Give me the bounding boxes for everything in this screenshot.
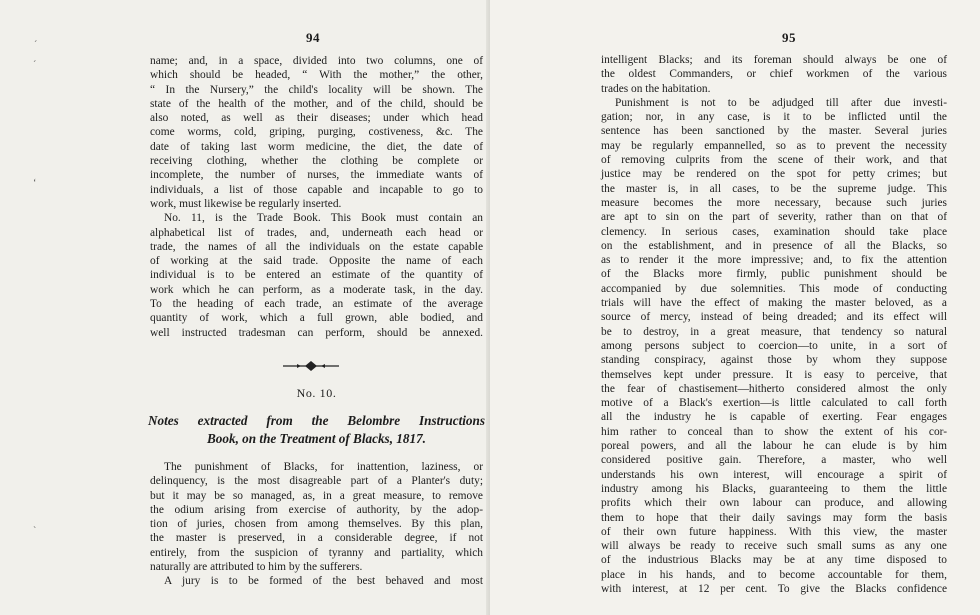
text-line: themselves kept under pressure. It is easy to perceive, that [601,368,947,381]
text-line: alphabetical list of trades, and, underneath each head or [150,226,483,239]
text-line: poreal powers, and all the labour he can elude is by him [601,440,947,453]
text-line: motive of a Black's exertion—is little calculated to call forth [601,397,947,410]
text-line: trade, the names of all the individuals on the estate capable [150,240,483,253]
text-line: individuals, a list of those capable and incapable to go to [150,183,483,196]
text-line: them to hope that their daily savings may form the basis [601,511,947,524]
text-line: of the Blacks more firmly, public punishment should be [601,268,947,281]
text-line: date of taking last worm medicine, the diet, the date of [150,140,483,153]
text-line: well instructed tradesman can perform, should be annexed. [150,326,483,339]
text-line: standing conspiracy, against those by whom they suppose [601,354,947,367]
text-line: place in his hands, and to become accountable for them, [601,568,947,581]
text-line: naturally are attributed to him by the sufferers. [150,561,363,574]
text-line: the fear of chastisement—hitherto considered almost the only [601,382,947,395]
text-line: To the heading of each trade, an estimate of the average [150,298,483,311]
text-line: The punishment of Blacks, for inattention, laziness, or [164,461,483,473]
left-bottom-paragraphs [150,460,483,589]
text-line: Punishment is not to be adjudged till after due investi- [615,96,947,109]
margin-mark: ´ [33,60,37,71]
text-line: source of mercy, instead of being dreaded; and its effect will [601,311,947,324]
text-line: profits which their own labour can produce, and allowing [601,497,947,510]
text-line: on the establishment, and in presence of all the Blacks, so [601,239,947,252]
text-line: measure becomes the more necessary, because such juries [601,196,947,209]
text-line: the odium arising from exercise of authority, by the adop- [150,503,483,516]
text-line: all the industry he is capable of exerting. Fear engages [601,411,947,424]
text-line: “ In the Nursery,” the child's locality will be shown. The [150,83,483,96]
text-line: accompanied by due solemnities. This mode of conducting [601,282,947,295]
left-page-number: 94 [306,30,320,45]
text-line: industry among his Blacks, guaranteeing to them the little [601,482,947,495]
text-line: come worms, cold, griping, purging, costiveness, &c. The [150,126,483,139]
right-page [490,0,980,615]
text-line: of working at the said trade. Opposite the name of each [150,255,483,268]
right-paragraphs [601,53,947,596]
text-line: understands his own interest, will encourage a spirit of [601,468,947,481]
text-line: be to destroy, in a great measure, that tendency so natural [601,325,947,338]
text-line: entirely, from the suspicion of tyranny and partiality, which [150,546,483,559]
text-line: of removing culprits from the scene of their work, and that [601,154,947,167]
text-line: work, must likewise be regularly inserted. [150,197,342,210]
text-line: but it may be so managed, as, in a great measure, to remove [150,489,483,502]
text-line: individual is to be entered an estimate of the quantity of [150,269,483,282]
text-line: may be regularly empannelled, so as to prevent the necessity [601,139,947,152]
text-line: justice may be rendered on the spot for petty crimes; but [601,168,947,181]
text-line: tion of juries, chosen from among themselves. By this plan, [150,518,483,531]
text-line: the oldest Commanders, or chief workmen of the various [601,68,947,81]
section-heading-line: Book, on the Treatment of Blacks, 1817. [207,430,426,446]
text-line: with interest, at 12 per cent. To give the Blacks confidence [601,582,947,595]
text-line: gation; nor, in any case, is it to be inflicted until the [601,111,947,124]
text-line: work which he can perform, as a moderate task, in the day. [150,283,483,296]
text-line: the master is preserved, in a considerable degree, if not [150,532,483,545]
margin-mark: ´ [34,40,38,51]
text-line: sentence has been sanctioned by the master. Several juries [601,125,947,138]
text-line: considered positive gain. Therefore, a master, who well [601,454,947,467]
section-divider-ornament [283,359,339,373]
left-top-paragraphs [150,54,483,340]
text-line: quantity of work, which a full grown, able bodied, and [150,312,483,325]
margin-mark: ‘ [33,178,37,189]
text-line: state of the health of the mother, and of the child, should be [150,97,483,110]
text-line: also noted, as well as their diseases; under which head [150,112,483,125]
text-line: of the industrious Blacks may be at any time disposed to [601,554,947,567]
text-line: incomplete, the number of nurses, the immediate wants of [150,169,483,182]
text-line: will always be ready to receive such small sums as any one [601,540,947,553]
section-number: No. 10. [296,386,337,400]
text-line: him rather to conceal than to show the extent of his cor- [601,425,947,438]
section-heading [148,412,485,447]
text-line: clemency. In serious cases, examination should take place [601,225,947,238]
section-heading-line: Notes extracted from the Belombre Instructions [148,413,485,428]
text-line: name; and, in a space, divided into two columns, one of [150,55,483,67]
text-line: A jury is to be formed of the best behaved and most [164,575,483,588]
text-line: trades on the habitation. [601,82,711,95]
text-line: trials will have the effect of making the master beloved, as a [601,297,947,310]
text-line: delinquency, is the most disagreable part of a Planter's duty; [150,475,483,488]
text-line: receiving clothing, whether the clothing be complete or [150,155,483,168]
text-line: of their own future happiness. With this view, the master [601,525,947,538]
text-line: which should be headed, “ With the mother,” the other, [150,69,483,82]
text-line: are apt to sin on the part of severity, rather than on that of [601,211,947,224]
text-line: among persons subject to coercion—to unite, in a sort of [601,339,947,352]
text-line: the master is, in all cases, to be the supreme judge. This [601,182,947,195]
text-line: as to render it the more impressive; and, to fix the attention [601,254,947,267]
right-page-number: 95 [782,30,796,45]
text-line: intelligent Blacks; and its foreman should always be one of [601,54,947,66]
margin-mark: ˋ [33,526,37,537]
text-line: No. 11, is the Trade Book. This Book must contain an [164,212,483,225]
